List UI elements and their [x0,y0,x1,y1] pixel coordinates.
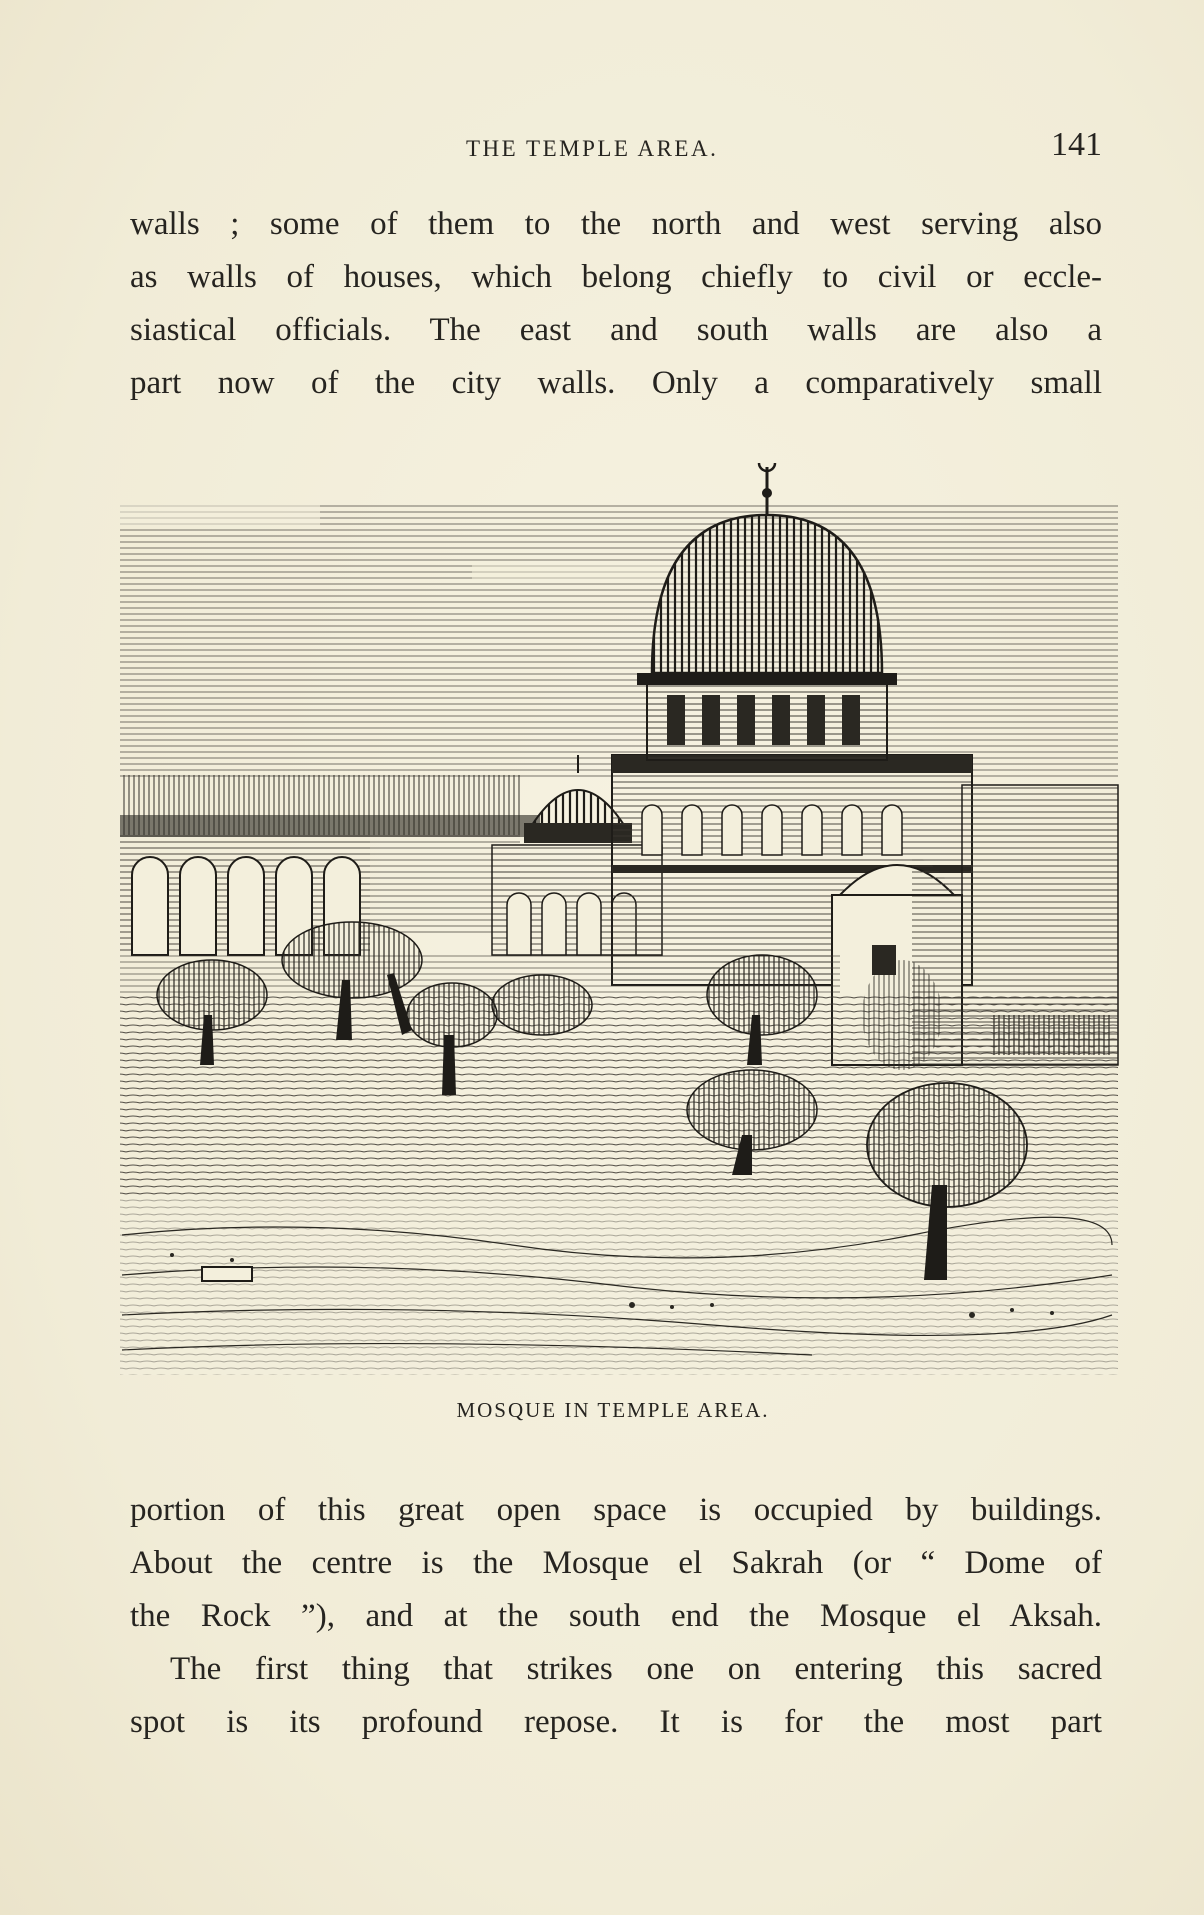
text-line: portion of this great open space is occupied by buildings. [130,1492,1102,1528]
text-line: About the centre is the Mosque el Sakrah (or “ Dome of [130,1545,1102,1581]
text-line: spot is its profound repose. It is for the most part [130,1704,1102,1740]
text-line: siastical officials. The east and south walls are also a [130,312,1102,348]
running-head [132,126,1102,172]
text-line: part now of the city walls. Only a comparatively small [130,365,1102,401]
running-title: THE TEMPLE AREA. [466,136,719,161]
paragraph-top [130,198,1102,410]
figure-caption [0,1398,1204,1423]
text-line: The first thing that strikes one on entering this sacred [170,1651,1102,1687]
text-line: walls ; some of them to the north and west serving also [130,206,1102,242]
paragraph-bottom [130,1484,1102,1749]
page-number: 141 [1051,126,1102,163]
mosque-engraving [112,455,1122,1375]
text-line: the Rock ”), and at the south end the Mosque el Aksah. [130,1598,1102,1634]
caption-text: MOSQUE IN TEMPLE AREA. [456,1398,770,1422]
engraving-illustration [112,455,1122,1375]
text-line: as walls of houses, which belong chiefly to civil or eccle- [130,259,1102,295]
